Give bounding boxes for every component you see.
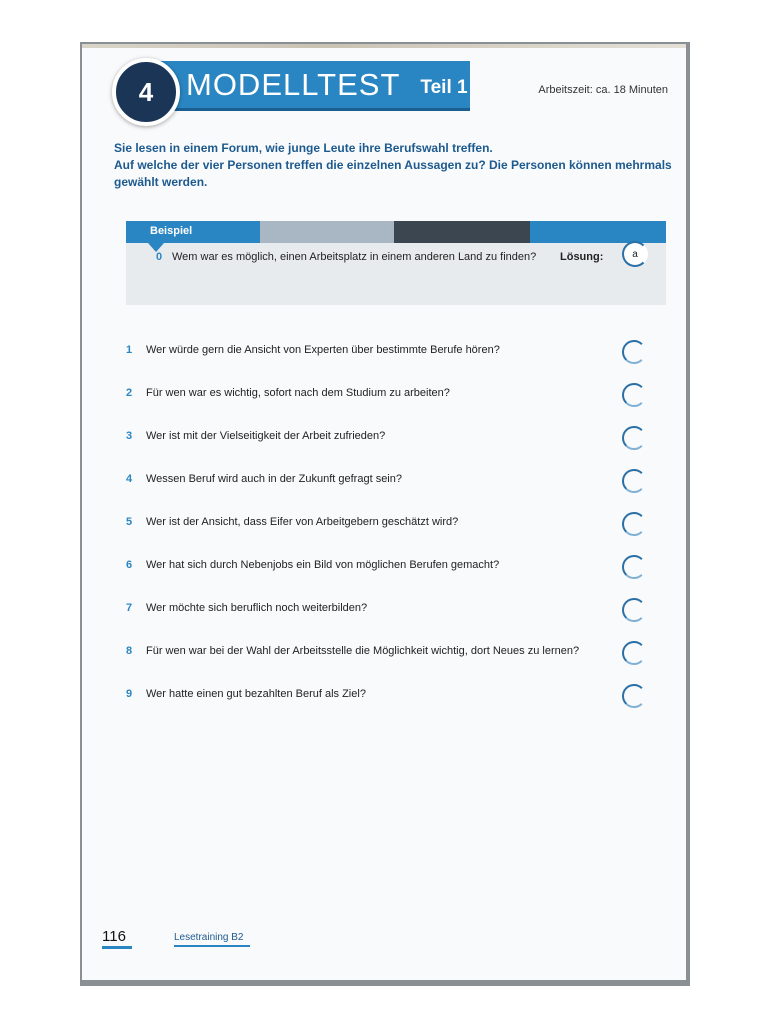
- question-list: [126, 340, 666, 727]
- example-answer-value: a: [632, 248, 638, 260]
- tab-strip-segment: [394, 221, 530, 243]
- question-number: 2: [126, 387, 133, 399]
- example-box: [126, 221, 666, 305]
- test-number-badge: [112, 58, 180, 126]
- instructions-line-2: Auf welche der vier Personen treffen die einzelnen Aussagen zu? Die Personen können mehrmals gewählt werden.: [114, 158, 672, 189]
- example-question: Wem war es möglich, einen Arbeitsplatz in einem anderen Land zu finden?: [172, 251, 537, 263]
- example-tab-label: Beispiel: [126, 221, 260, 243]
- question-number: 8: [126, 645, 133, 657]
- question-item: [126, 512, 666, 555]
- question-number: 5: [126, 516, 133, 528]
- answer-circle[interactable]: [622, 340, 646, 364]
- instructions-line-1: Sie lesen in einem Forum, wie junge Leute ihre Berufswahl treffen.: [114, 141, 493, 155]
- question-item: [126, 383, 666, 426]
- question-text: Wer hat sich durch Nebenjobs ein Bild von möglichen Berufen gemacht?: [146, 559, 500, 571]
- question-item: [126, 598, 666, 641]
- answer-circle[interactable]: [622, 555, 646, 579]
- question-number: 6: [126, 559, 133, 571]
- question-text: Wer möchte sich beruflich noch weiterbilden?: [146, 602, 368, 614]
- question-text: Wessen Beruf wird auch in der Zukunft gefragt sein?: [146, 473, 402, 485]
- page-top-edge: [82, 44, 686, 48]
- book-title: Lesetraining B2: [174, 932, 250, 947]
- answer-circle[interactable]: [622, 684, 646, 708]
- question-text: Wer ist der Ansicht, dass Eifer von Arbeitgebern geschätzt wird?: [146, 516, 459, 528]
- question-number: 9: [126, 688, 133, 700]
- answer-circle[interactable]: [622, 469, 646, 493]
- question-item: [126, 555, 666, 598]
- tab-strip-segment: [260, 221, 394, 243]
- test-part: Teil 1: [420, 76, 468, 98]
- question-text: Wer würde gern die Ansicht von Experten über bestimmte Berufe hören?: [146, 344, 500, 356]
- worktime-label: Arbeitszeit: ca. 18 Minuten: [538, 84, 668, 96]
- question-item: [126, 426, 666, 469]
- answer-circle[interactable]: [622, 641, 646, 665]
- instructions: [114, 140, 674, 191]
- example-number: 0: [156, 251, 163, 263]
- question-text: Für wen war es wichtig, sofort nach dem Studium zu arbeiten?: [146, 387, 450, 399]
- question-item: [126, 684, 666, 727]
- question-item: [126, 469, 666, 512]
- answer-circle[interactable]: [622, 512, 646, 536]
- textbook-page: [82, 44, 686, 980]
- question-text: Wer ist mit der Vielseitigkeit der Arbeit zufrieden?: [146, 430, 386, 442]
- test-title: MODELLTEST: [186, 66, 401, 102]
- example-tab-bar: [126, 221, 666, 243]
- test-number: 4: [138, 76, 154, 107]
- solution-label: Lösung:: [560, 251, 604, 263]
- answer-circle[interactable]: [622, 426, 646, 450]
- question-number: 1: [126, 344, 133, 356]
- title-banner: [152, 61, 470, 111]
- question-item: [126, 641, 666, 684]
- question-number: 7: [126, 602, 133, 614]
- tab-strip-segment: [530, 221, 666, 243]
- question-text: Wer hatte einen gut bezahlten Beruf als Ziel?: [146, 688, 366, 700]
- question-item: [126, 340, 666, 383]
- answer-circle[interactable]: [622, 383, 646, 407]
- question-number: 4: [126, 473, 133, 485]
- page-number: 116: [102, 928, 132, 949]
- answer-circle[interactable]: [622, 598, 646, 622]
- question-text: Für wen war bei der Wahl der Arbeitsstelle die Möglichkeit wichtig, dort Neues zu lernen?: [146, 645, 580, 657]
- example-answer-circle: [622, 241, 648, 267]
- question-number: 3: [126, 430, 133, 442]
